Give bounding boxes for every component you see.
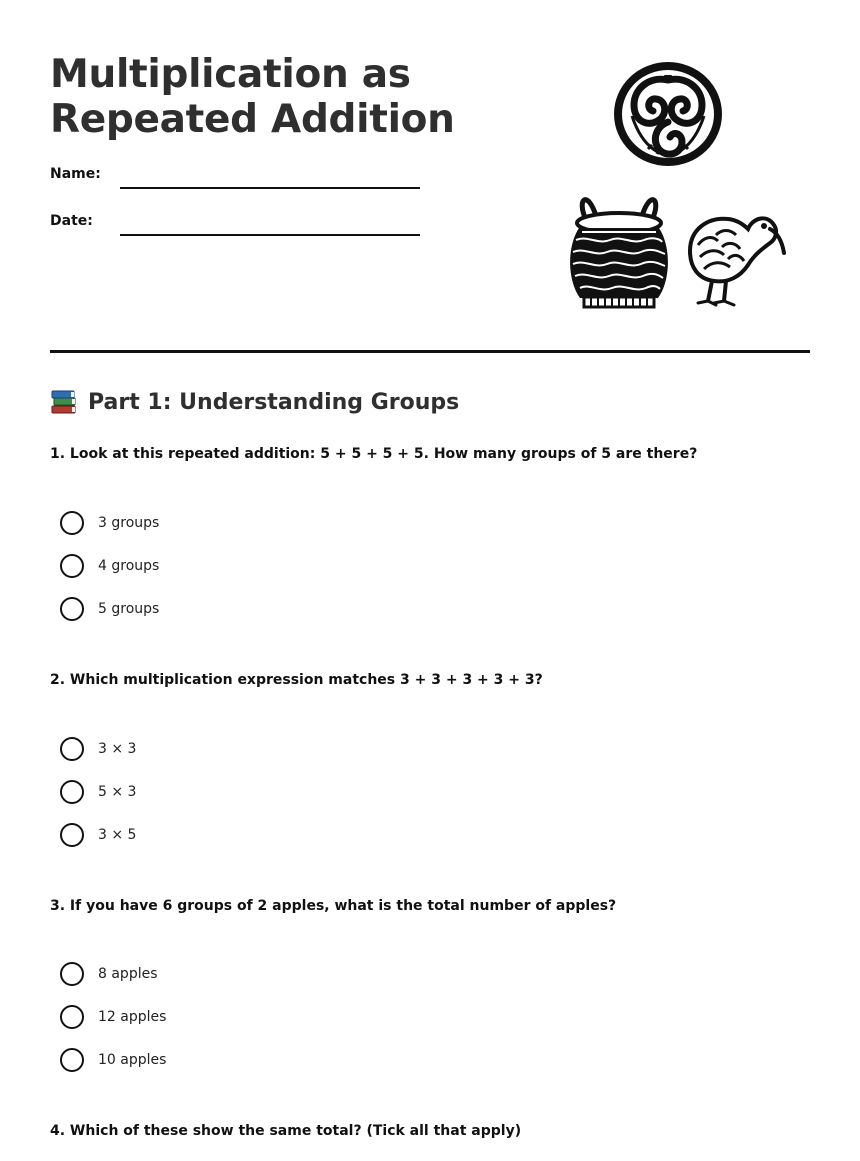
question-1: 1. Look at this repeated addition: 5 + 5 + 5 + 5. How many groups of 5 are there? — [50, 446, 698, 462]
option-label: 10 apples — [98, 1052, 167, 1068]
option-label: 5 groups — [98, 601, 160, 617]
date-answer-line[interactable] — [120, 234, 420, 236]
radio-button[interactable] — [60, 962, 84, 986]
radio-button[interactable] — [60, 554, 84, 578]
question-4: 4. Which of these show the same total? (Tick all that apply) — [50, 1123, 522, 1139]
q1-option-3[interactable] — [60, 596, 159, 622]
radio-button[interactable] — [60, 1005, 84, 1029]
title-line-2: Repeated Addition — [50, 97, 455, 142]
q2-option-1[interactable] — [60, 736, 136, 762]
section-heading-text: Part 1: Understanding Groups — [88, 389, 460, 415]
koru-medallion-icon — [610, 58, 726, 170]
section-heading — [50, 389, 459, 415]
q2-option-2[interactable] — [60, 779, 136, 805]
name-answer-line[interactable] — [120, 187, 420, 189]
option-label: 8 apples — [98, 966, 158, 982]
q1-option-1[interactable] — [60, 510, 159, 536]
radio-button[interactable] — [60, 597, 84, 621]
option-label: 4 groups — [98, 558, 160, 574]
date-label: Date: — [50, 213, 93, 229]
title-line-1: Multiplication as — [50, 52, 411, 97]
q3-option-2[interactable] — [60, 1004, 166, 1030]
radio-button[interactable] — [60, 1048, 84, 1072]
radio-button[interactable] — [60, 511, 84, 535]
option-label: 3 × 5 — [98, 827, 137, 843]
q3-option-1[interactable] — [60, 961, 158, 987]
radio-button[interactable] — [60, 780, 84, 804]
question-2: 2. Which multiplication expression matches 3 + 3 + 3 + 3 + 3? — [50, 672, 543, 688]
option-label: 3 × 3 — [98, 741, 137, 757]
books-icon — [50, 389, 78, 415]
option-label: 12 apples — [98, 1009, 167, 1025]
kiwi-bird-icon — [682, 205, 788, 311]
q2-option-3[interactable] — [60, 822, 136, 848]
radio-button[interactable] — [60, 737, 84, 761]
question-3: 3. If you have 6 groups of 2 apples, what is the total number of apples? — [50, 898, 617, 914]
q3-option-3[interactable] — [60, 1047, 166, 1073]
radio-button[interactable] — [60, 823, 84, 847]
page-title — [50, 52, 480, 142]
header-divider — [50, 350, 810, 353]
name-label: Name: — [50, 166, 101, 182]
woven-basket-icon — [566, 190, 672, 312]
q1-option-2[interactable] — [60, 553, 159, 579]
option-label: 3 groups — [98, 515, 160, 531]
option-label: 5 × 3 — [98, 784, 137, 800]
